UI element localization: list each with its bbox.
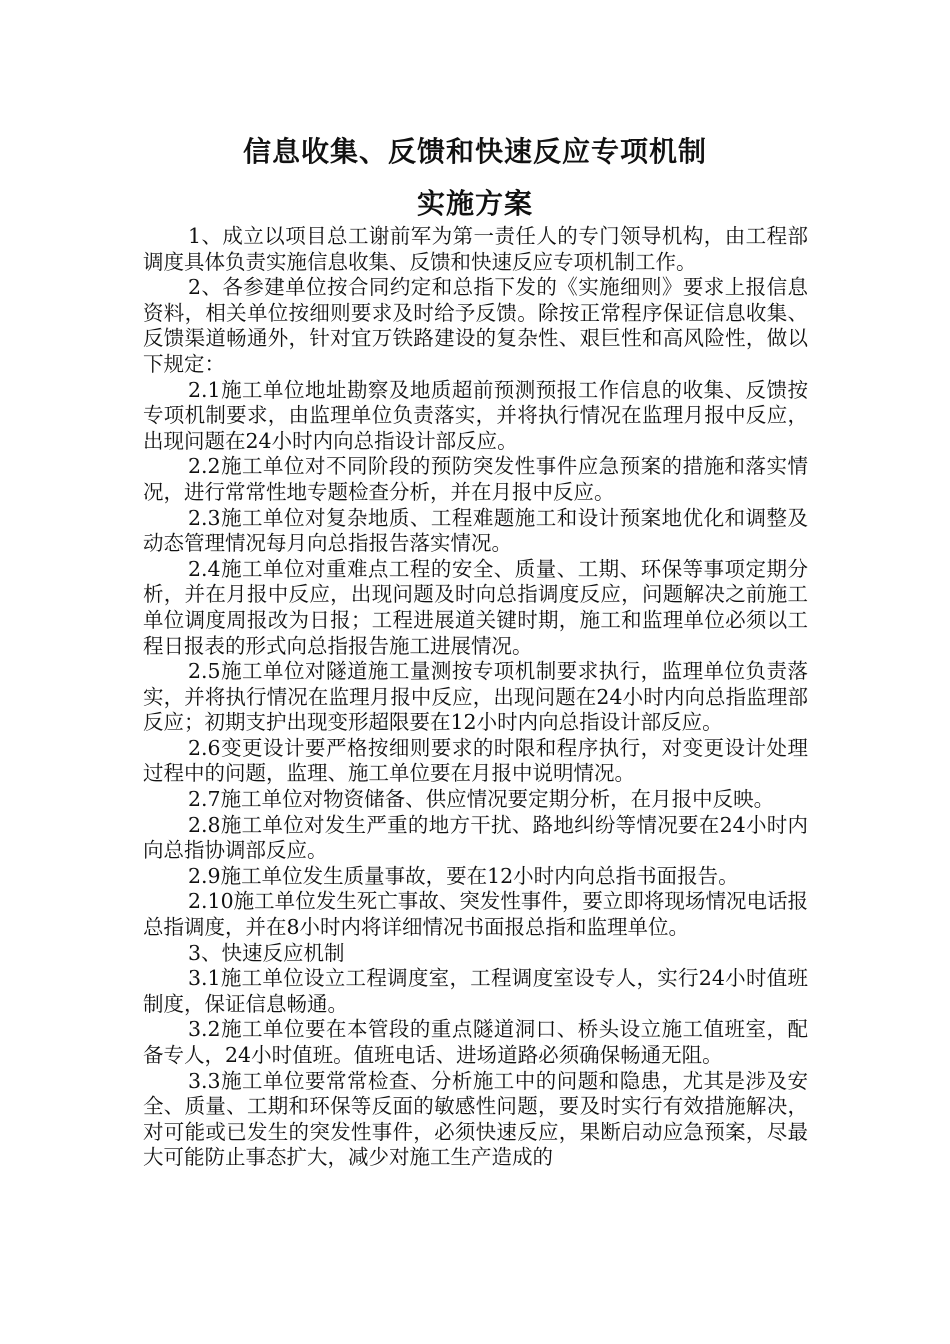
paragraph-2-7: 2.7施工单位对物资储备、供应情况要定期分析，在月报中反映。 <box>188 787 775 812</box>
paragraph-2-8: 2.8施工单位对发生严重的地方干扰、路地纠纷等情况要在24小时内向总指协调部反应。 <box>143 812 808 863</box>
document-subtitle: 实施方案 <box>416 187 533 220</box>
document-title: 信息收集、反馈和快速反应专项机制 <box>242 135 707 168</box>
paragraph-1: 1、成立以项目总工谢前军为第一责任人的专门领导机构，由工程部调度具体负责实施信息收集、反馈和快速反应专项机制工作。 <box>143 224 808 274</box>
paragraph-2-9: 2.9施工单位发生质量事故，要在12小时内向总指书面报告。 <box>188 863 739 888</box>
section-heading-3: 3、快速反应机制 <box>188 940 345 965</box>
paragraph-2-6: 2.6变更设计要严格按细则要求的时限和程序执行，对变更设计处理过程中的问题，监理、施工单位要在月报中说明情况。 <box>143 735 808 786</box>
document-body <box>143 224 808 1171</box>
paragraph-3-1: 3.1施工单位设立工程调度室，工程调度室设专人，实行24小时值班制度，保证信息畅通。 <box>143 966 808 1016</box>
paragraph-2-1: 2.1施工单位地址勘察及地质超前预测预报工作信息的收集、反馈按专项机制要求，由监理单位负责落实，并将执行情况在监理月报中反应，出现问题在24小时内向总指设计部反应。 <box>143 377 808 453</box>
paragraph-2: 2、各参建单位按合同约定和总指下发的《实施细则》要求上报信息资料，相关单位按细则要求及时给予反馈。除按正常程序保证信息收集、反馈渠道畅通外，针对宜万铁路建设的复杂性、艰巨性和高风险性，做以下规定： <box>143 275 808 376</box>
paragraph-2-5: 2.5施工单位对隧道施工量测按专项机制要求执行，监理单位负责落实，并将执行情况在监理月报中反应，出现问题在24小时内向总指监理部反应；初期支护出现变形超限要在12小时内向总指设计部反应。 <box>143 659 808 735</box>
paragraph-3-2: 3.2施工单位要在本管段的重点隧道洞口、桥头设立施工值班室，配备专人，24小时值班。值班电话、进场道路必须确保畅通无阻。 <box>143 1017 808 1067</box>
paragraph-2-4: 2.4施工单位对重难点工程的安全、质量、工期、环保等事项定期分析，并在月报中反应，出现问题及时向总指调度反应，问题解决之前施工单位调度周报改为日报；工程进展道关键时期，施工和监理单位必须以工程日报表的形式向总指报告施工进展情况。 <box>143 556 808 658</box>
paragraph-2-3: 2.3施工单位对复杂地质、工程难题施工和设计预案地优化和调整及动态管理情况每月向总指报告落实情况。 <box>143 505 808 556</box>
paragraph-3-3: 3.3施工单位要常常检查、分析施工中的问题和隐患，尤其是涉及安全、质量、工期和环保等反面的敏感性问题，要及时实行有效措施解决，对可能或已发生的突发性事件，必须快速反应，果断启动应急预案，尽最大可能防止事态扩大，减少对施工生产造成的 <box>143 1068 808 1170</box>
paragraph-2-10: 2.10施工单位发生死亡事故、突发性事件，要立即将现场情况电话报总指调度，并在8小时内将详细情况书面报总指和监理单位。 <box>143 889 808 940</box>
paragraph-2-2: 2.2施工单位对不同阶段的预防突发性事件应急预案的措施和落实情况，进行常常性地专题检查分析，并在月报中反应。 <box>143 454 808 504</box>
